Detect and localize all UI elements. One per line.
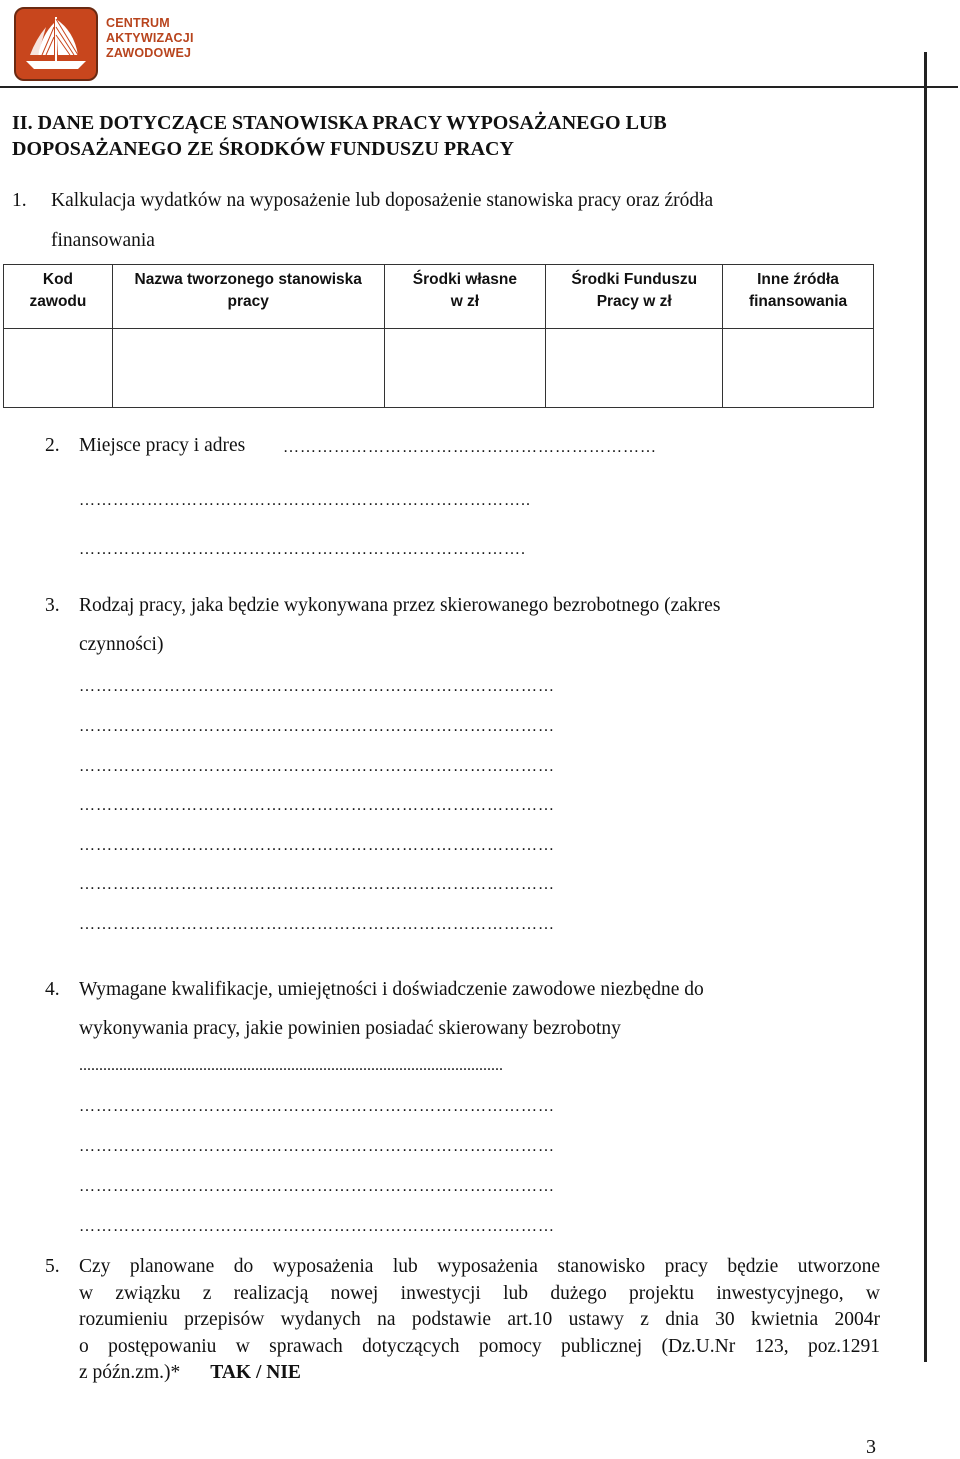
item-number: 5. — [45, 1256, 60, 1277]
header-nazwa-stanowiska: Nazwa tworzonego stanowiska pracy — [112, 265, 384, 329]
fill-line[interactable]: ………………………………………………………………………… — [79, 916, 555, 933]
fill-line[interactable]: ………………………………………………………………………… — [79, 876, 555, 893]
item5-line: rozumieniu przepisów wydanych na podstawie art.10 ustawy z dnia 30 kwietnia 2004r — [79, 1309, 880, 1330]
section-title-line: DOPOSAŻANEGO ZE ŚRODKÓW FUNDUSZU PRACY — [12, 138, 514, 160]
fill-line[interactable]: ………………………………………………………………………… — [79, 1178, 555, 1195]
fill-line[interactable]: …………………………………………………………………….. — [79, 492, 531, 509]
section-title — [12, 110, 892, 162]
fill-line[interactable]: .......................................................................................................... — [79, 1057, 503, 1074]
table-cell-input[interactable] — [4, 329, 113, 408]
header-rule — [0, 86, 958, 88]
item1-line: Kalkulacja wydatków na wyposażenie lub doposażenie stanowiska pracy oraz źródła — [51, 190, 714, 211]
item5-text — [79, 1254, 880, 1387]
section-title-line: II. DANE DOTYCZĄCE STANOWISKA PRACY WYPOSAŻANEGO LUB — [12, 112, 667, 134]
header-inne-zrodla: Inne źródła finansowania — [723, 265, 874, 329]
fill-line[interactable]: ………………………………………………………………………… — [79, 1138, 555, 1155]
item3-line: Rodzaj pracy, jaka będzie wykonywana przez skierowanego bezrobotnego (zakres — [79, 595, 721, 616]
fill-line[interactable]: ………………………………………………………………………… — [79, 837, 555, 854]
item5-line: z późn.zm.)* — [79, 1362, 181, 1383]
financing-table — [3, 264, 874, 408]
table-cell-input[interactable] — [384, 329, 546, 408]
item-number: 1. — [12, 190, 27, 211]
fill-line[interactable]: ………………………………………………………………………… — [79, 758, 555, 775]
sailboat-logo-icon — [14, 7, 98, 81]
page-number: 3 — [866, 1436, 876, 1458]
item2-text: Miejsce pracy i adres — [79, 435, 246, 456]
logo-line: AKTYWIZACJI — [106, 31, 194, 45]
logo-line: ZAWODOWEJ — [106, 46, 192, 60]
header-srodki-wlasne: Środki własne w zł — [384, 265, 546, 329]
fill-line[interactable]: ………………………………………………………… — [283, 439, 657, 456]
right-margin-rule — [924, 52, 927, 1362]
item3-line: czynności) — [79, 634, 164, 655]
fill-line[interactable]: ………………………………………………………………………… — [79, 1218, 555, 1235]
item-number: 4. — [45, 979, 60, 1000]
table-header-row — [4, 265, 874, 329]
item-number: 2. — [45, 435, 60, 456]
tak-nie-choice[interactable]: TAK / NIE — [210, 1362, 301, 1383]
table-cell-input[interactable] — [546, 329, 723, 408]
logo-text — [106, 16, 194, 61]
header-kod-zawodu: Kod zawodu — [4, 265, 113, 329]
header-srodki-funduszu: Środki Funduszu Pracy w zł — [546, 265, 723, 329]
fill-line[interactable]: ………………………………………………………………………… — [79, 1098, 555, 1115]
item1-text — [51, 188, 901, 214]
table-row — [4, 329, 874, 408]
item5-line: Czy planowane do wyposażenia lub wyposażenia stanowisko pracy będzie utworzone — [79, 1256, 880, 1277]
fill-line[interactable]: ……………………………………………………………………. — [79, 541, 526, 558]
fill-line[interactable]: ………………………………………………………………………… — [79, 718, 555, 735]
fill-line[interactable]: ………………………………………………………………………… — [79, 678, 555, 695]
item5-last-line — [79, 1360, 880, 1387]
logo-line: CENTRUM — [106, 16, 170, 30]
item-number: 3. — [45, 595, 60, 616]
item5-line: o postępowaniu w sprawach dotyczących pomocy publicznej (Dz.U.Nr 123, poz.1291 — [79, 1335, 880, 1357]
logo — [10, 5, 194, 80]
item4-line: Wymagane kwalifikacje, umiejętności i doświadczenie zawodowe niezbędne do — [79, 979, 704, 1000]
table-cell-input[interactable] — [112, 329, 384, 408]
item5-line: w związku z realizacją nowej inwestycji lub dużego projektu inwestycyjnego, w — [79, 1282, 880, 1304]
item4-line: wykonywania pracy, jakie powinien posiadać skierowany bezrobotny — [79, 1018, 621, 1039]
item1-line: finansowania — [51, 230, 155, 251]
fill-line[interactable]: ………………………………………………………………………… — [79, 797, 555, 814]
table-cell-input[interactable] — [723, 329, 874, 408]
